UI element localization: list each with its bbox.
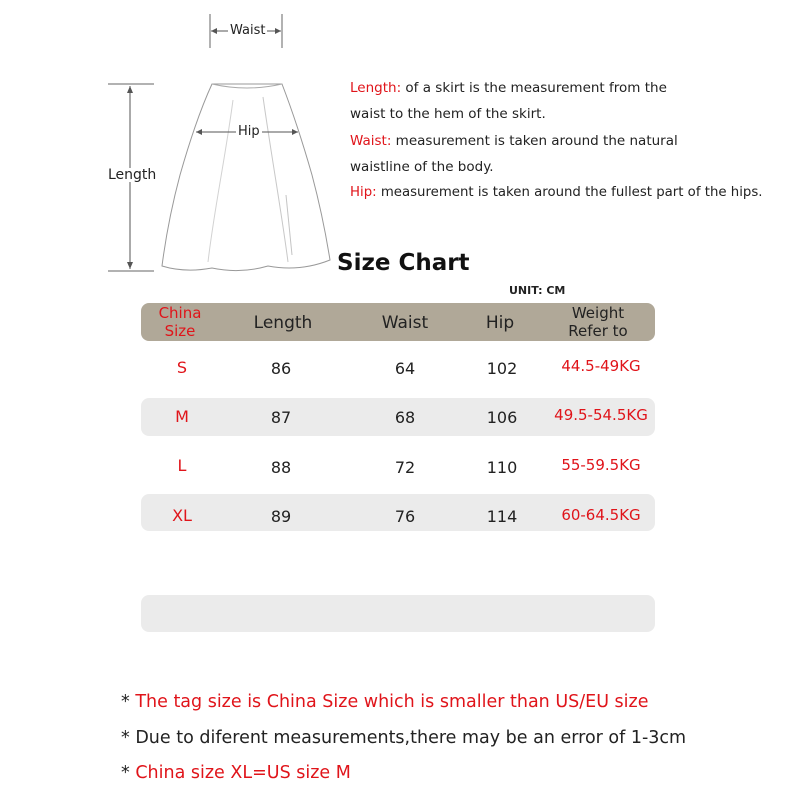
waist-cell: 76 xyxy=(394,507,416,526)
waist-cell: 72 xyxy=(394,458,416,477)
length-cell: 89 xyxy=(270,507,292,526)
size-cell: S xyxy=(176,358,188,377)
header-weight xyxy=(548,304,648,340)
empty-row-bar xyxy=(141,595,655,632)
weight-cell: 49.5-54.5KG xyxy=(554,406,648,424)
waist-cell: 68 xyxy=(394,408,416,427)
hip-cell: 106 xyxy=(486,408,518,427)
definition-line xyxy=(350,132,678,150)
header-hip: Hip xyxy=(485,313,515,333)
hip-cell: 110 xyxy=(486,458,518,477)
definition-term: Length: xyxy=(350,80,402,96)
size-cell: M xyxy=(175,407,189,426)
length-cell: 87 xyxy=(270,408,292,427)
definition-line xyxy=(350,79,667,97)
note-line xyxy=(121,762,351,784)
note-text: China size XL=US size M xyxy=(135,763,351,783)
definition-text: waistline of the body. xyxy=(350,159,494,175)
hip-cell: 102 xyxy=(486,359,518,378)
unit-label: UNIT: CM xyxy=(509,284,566,297)
header-waist: Waist xyxy=(381,313,429,333)
definition-term: Waist: xyxy=(350,133,392,149)
note-text: Due to diferent measurements,there may be an error of 1-3cm xyxy=(135,728,687,748)
length-cell: 88 xyxy=(270,458,292,477)
skirt-illustration-icon xyxy=(0,0,340,290)
header-line: Size xyxy=(164,322,196,340)
header-line: Refer to xyxy=(568,322,628,340)
weight-cell: 55-59.5KG xyxy=(561,456,641,474)
hip-dimension-label: Hip xyxy=(238,124,260,139)
waist-dimension-label: Waist xyxy=(230,23,266,38)
definition-text: of a skirt is the measurement from the xyxy=(401,80,667,96)
header-line: Weight xyxy=(571,304,625,322)
note-text: The tag size is China Size which is smaller than US/EU size xyxy=(135,692,649,712)
note-line xyxy=(121,691,649,713)
hip-cell: 114 xyxy=(486,507,518,526)
size-cell: XL xyxy=(172,506,192,525)
waist-cell: 64 xyxy=(394,359,416,378)
weight-cell: 44.5-49KG xyxy=(561,357,641,375)
definition-text: measurement is taken around the natural xyxy=(391,133,678,149)
definition-line xyxy=(350,184,763,202)
header-length: Length xyxy=(253,313,313,333)
weight-cell: 60-64.5KG xyxy=(561,506,641,524)
header-china-size xyxy=(150,304,210,340)
length-dimension-label: Length xyxy=(108,167,157,183)
definition-line xyxy=(350,105,546,123)
size-cell: L xyxy=(177,456,187,475)
definition-text: measurement is taken around the fullest part of the hips. xyxy=(376,185,763,200)
header-line: China xyxy=(158,304,202,322)
note-bullet: * xyxy=(121,763,136,783)
page-title: Size Chart xyxy=(337,250,470,276)
definition-text: waist to the hem of the skirt. xyxy=(350,106,546,122)
length-cell: 86 xyxy=(270,359,292,378)
skirt-diagram xyxy=(0,0,340,290)
note-bullet: * xyxy=(121,692,136,712)
note-line xyxy=(121,727,686,749)
definition-line xyxy=(350,158,494,176)
note-bullet: * xyxy=(121,728,136,748)
definition-term: Hip: xyxy=(350,185,377,200)
